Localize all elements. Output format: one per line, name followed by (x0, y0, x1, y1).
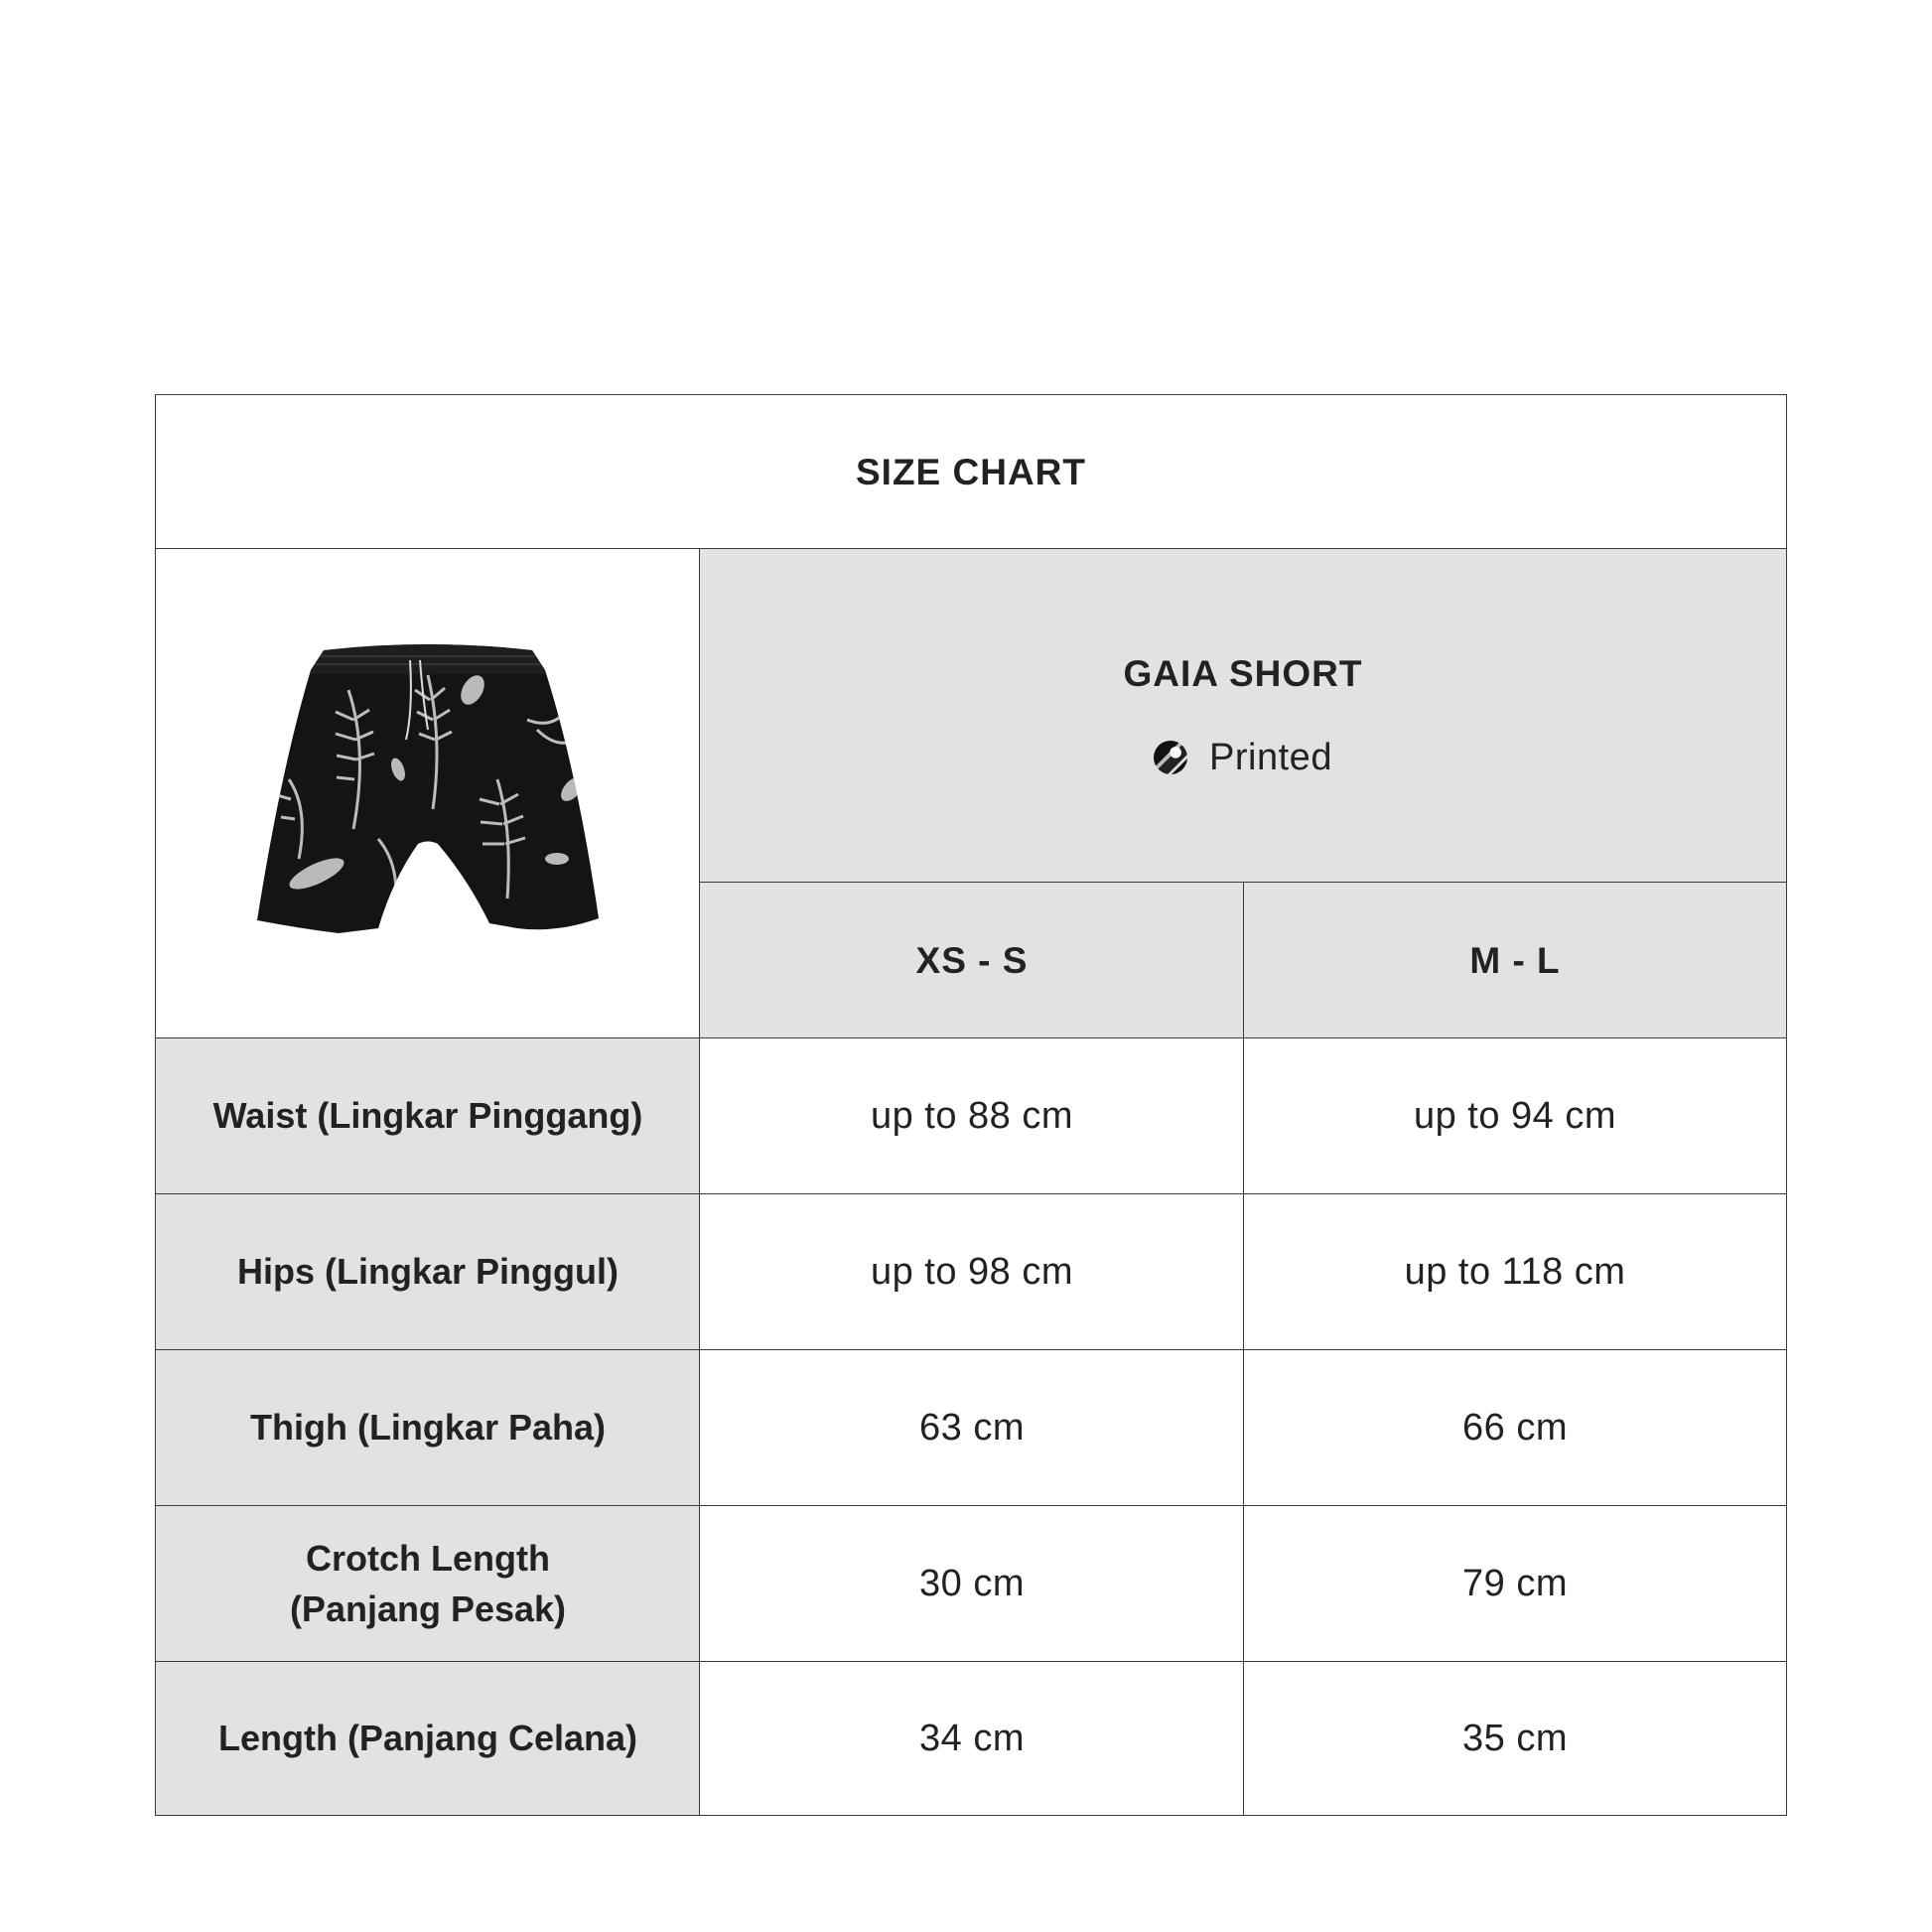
row-label-line1: Thigh (Lingkar Paha) (249, 1407, 606, 1449)
row-label-text (240, 1403, 616, 1452)
size-header-m-l (1243, 882, 1787, 1039)
row-label-line1: Waist (Lingkar Pinggang) (212, 1095, 643, 1137)
row-label-text (280, 1534, 576, 1634)
cell-value: up to 98 cm (870, 1251, 1074, 1293)
row-label-text (227, 1247, 628, 1297)
table-cell (699, 1661, 1245, 1816)
table-cell (699, 1193, 1245, 1351)
cell-value: up to 88 cm (870, 1095, 1074, 1137)
table-cell (1243, 1661, 1787, 1816)
product-variant (1154, 737, 1332, 779)
row-label-text (204, 1091, 653, 1141)
size-header-label: M - L (1469, 939, 1561, 981)
size-header-label: XS - S (915, 939, 1029, 981)
row-label-line1: Length (Panjang Celana) (217, 1717, 638, 1758)
row-label-crotch-length (155, 1505, 701, 1663)
row-label-line1: Hips (Lingkar Pinggul) (237, 1251, 619, 1293)
table-cell (1243, 1193, 1787, 1351)
cell-value: 79 cm (1462, 1563, 1568, 1604)
size-chart-table (155, 394, 1787, 1816)
product-header-cell (699, 548, 1787, 884)
cell-value: 66 cm (1462, 1407, 1568, 1449)
printed-swatch-icon (1154, 741, 1187, 774)
size-header-xs-s (699, 882, 1245, 1039)
cell-value: 30 cm (919, 1563, 1025, 1604)
row-label-length (155, 1661, 701, 1816)
size-chart-title-cell (155, 394, 1787, 550)
table-cell (699, 1505, 1245, 1663)
table-cell (1243, 1505, 1787, 1663)
row-label-hips (155, 1193, 701, 1351)
table-cell (1243, 1349, 1787, 1507)
cell-value: up to 118 cm (1404, 1251, 1626, 1293)
row-label-text (208, 1714, 647, 1763)
row-label-waist (155, 1037, 701, 1195)
row-label-thigh (155, 1349, 701, 1507)
cell-value: 63 cm (919, 1407, 1025, 1449)
product-variant-label: Printed (1209, 736, 1332, 778)
table-cell (699, 1037, 1245, 1195)
cell-value: 34 cm (919, 1717, 1025, 1759)
row-label-line1: Crotch Length (306, 1538, 550, 1580)
table-cell (699, 1349, 1245, 1507)
product-name: GAIA SHORT (1123, 652, 1363, 694)
product-image-cell (155, 548, 701, 1039)
cell-value: up to 94 cm (1413, 1095, 1617, 1137)
shorts-product-image (229, 630, 626, 958)
cell-value: 35 cm (1462, 1717, 1568, 1759)
table-cell (1243, 1037, 1787, 1195)
size-chart-title: SIZE CHART (856, 451, 1086, 492)
row-label-line2: (Panjang Pesak) (289, 1587, 567, 1629)
